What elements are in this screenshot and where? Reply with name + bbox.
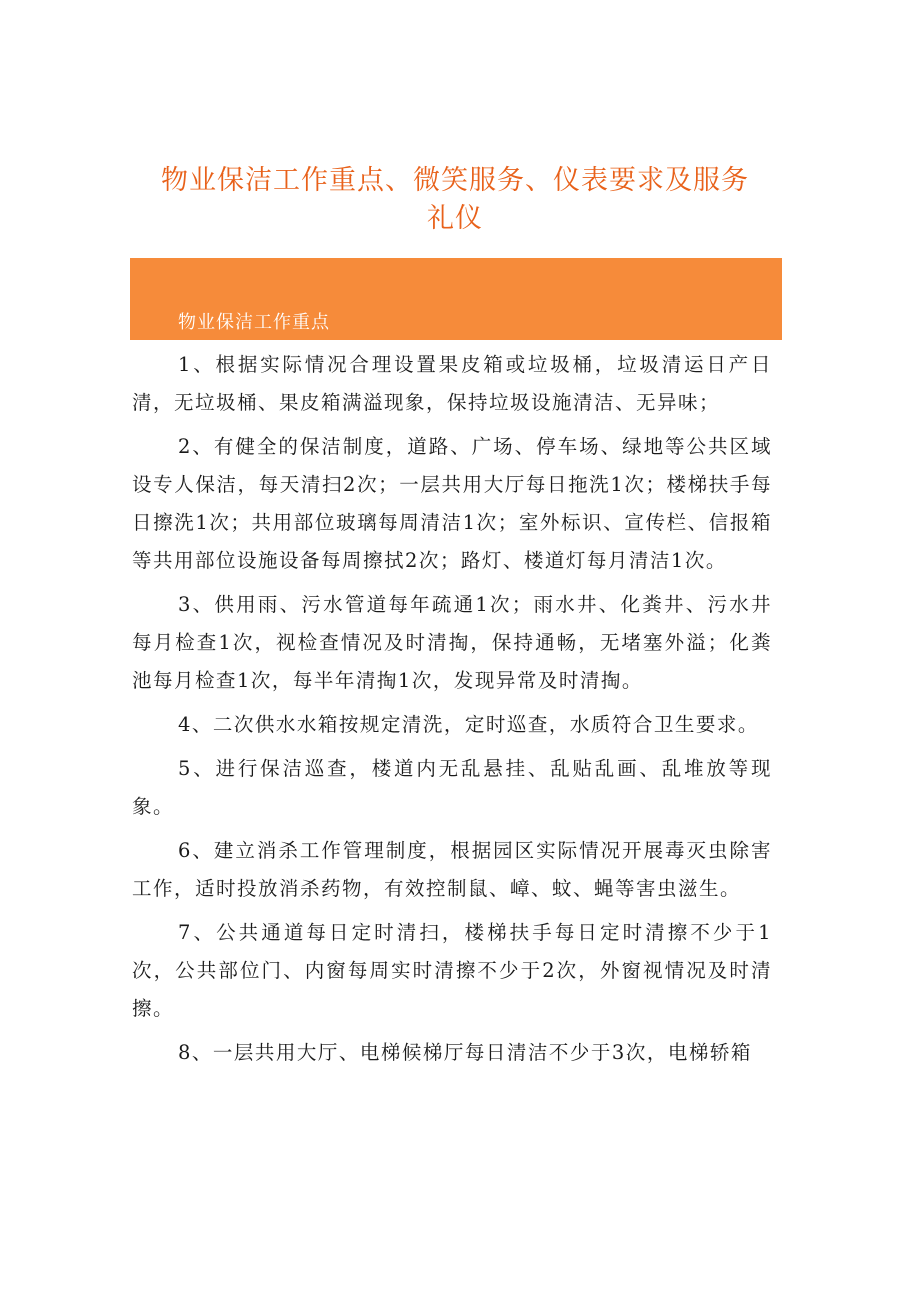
page-title <box>130 162 780 238</box>
title-line-2: 礼仪 <box>427 203 483 234</box>
list-item-4: 4、二次供水水箱按规定清洗，定时巡查，水质符合卫生要求。 <box>178 713 759 736</box>
list-item-7: 7、公共通道每日定时清扫，楼梯扶手每日定时清擦不少于1次，公共部位门、内窗每周实时清擦不少于2次，外窗视情况及时清擦。 <box>132 921 772 1020</box>
list-item-6: 6、建立消杀工作管理制度，根据园区实际情况开展毒灭虫除害工作，适时投放消杀药物，有效控制鼠、嶂、蚊、蝇等害虫滋生。 <box>132 839 772 900</box>
list-item-3: 3、供用雨、污水管道每年疏通1次；雨水井、化粪井、污水井每月检查1次，视检查情况及时清掏，保持通畅，无堵塞外溢；化粪池每月检查1次，每半年清掏1次，发现异常及时清掏。 <box>132 593 772 692</box>
document-body <box>132 346 772 1078</box>
section-header-bar <box>130 258 782 340</box>
list-item-1: 1、根据实际情况合理设置果皮箱或垃圾桶，垃圾清运日产日清，无垃圾桶、果皮箱满溢现象，保持垃圾设施清洁、无异味； <box>132 353 772 414</box>
list-item-2: 2、有健全的保洁制度，道路、广场、停车场、绿地等公共区域设专人保洁，每天清扫2次；一层共用大厅每日拖洗1次；楼梯扶手每日擦洗1次；共用部位玻璃每周清洁1次；室外标识、宣传栏、信报箱等共用部位设施设备每周擦拭2次；路灯、楼道灯每月清洁1次。 <box>132 435 772 572</box>
list-item-8: 8、一层共用大厅、电梯候梯厅每日清洁不少于3次，电梯轿箱 <box>178 1041 752 1064</box>
section-heading: 物业保洁工作重点 <box>178 312 330 333</box>
title-line-1: 物业保洁工作重点、微笑服务、仪表要求及服务 <box>161 165 749 196</box>
list-item-5: 5、进行保洁巡查，楼道内无乱悬挂、乱贴乱画、乱堆放等现象。 <box>132 757 772 818</box>
